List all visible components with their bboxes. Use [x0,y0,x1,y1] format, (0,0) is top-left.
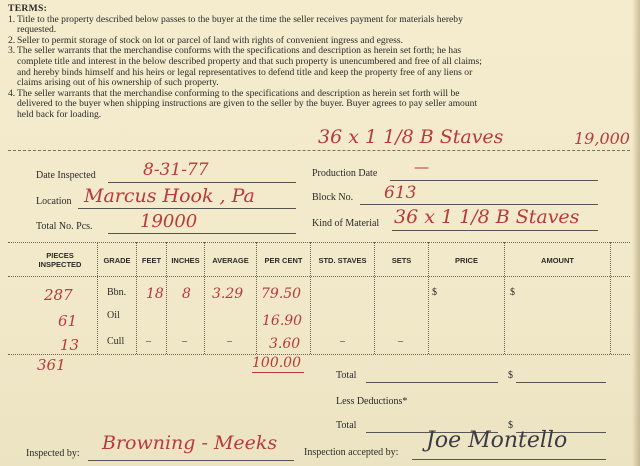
row-pieces: 287 [44,286,73,304]
header-inches: INCHES [171,256,200,265]
header-per-cent: PER CENT [264,256,303,265]
header-std-staves: STD. STAVES [318,256,367,265]
block-no-line [360,204,598,205]
production-date-line [390,180,598,181]
total2-label: Total [336,420,357,431]
accepted-by-label: Inspection accepted by: [304,447,399,458]
kind-of-material-line [392,230,598,231]
top-quantity: 19,000 [574,129,630,148]
location-value: Marcus Hook , Pa [84,185,255,207]
header-amount: AMOUNT [541,256,574,265]
production-date-value: — [414,158,429,176]
terms-item-number: 1. [8,13,16,25]
row-sets: – [398,336,403,347]
row-feet: 18 [146,286,164,302]
terms-line: Seller to permit storage of stock on lot or parcel of land with rights of convenient ingress and egress. [17,34,404,46]
inspected-by-label: Inspected by: [26,448,80,459]
total-pieces-sum: 361 [37,356,66,374]
row-percent: 3.60 [269,336,301,352]
row-average: 3.29 [212,286,244,302]
terms-item-number: 2. [8,34,16,46]
row-price: $ [432,287,437,298]
location-line [78,208,296,209]
terms-line: Title to the property described below passes to the buyer at the time the seller receives payment for materials hereby [17,13,463,25]
total-dollar: $ [508,370,513,381]
total-pieces-value: 19000 [140,211,198,232]
date-inspected-label: Date Inspected [36,170,96,181]
table-bottom-border [8,354,630,355]
inspected-by-signature: Browning - Meeks [102,432,278,454]
total2-dollar: $ [508,420,513,431]
terms-section [8,4,633,121]
terms-item-3 [8,46,633,88]
row-feet: – [146,336,151,347]
terms-line: claims arising out of his ownership of such property. [17,77,219,89]
row-inches: 8 [182,286,191,302]
total-pieces-label: Total No. Pcs. [36,221,93,232]
row-grade: Cull [107,336,125,347]
accepted-by-signature: Joe Montello [426,428,568,453]
terms-item-number: 3. [8,45,16,57]
divider-line [8,150,630,151]
block-no-label: Block No. [312,192,354,203]
terms-item-1 [8,15,633,36]
terms-line: and hereby binds himself and his heirs or legal representatives to defend title and keep the property free of any liens or [17,66,473,78]
kind-of-material-label: Kind of Material [312,218,380,229]
header-price: PRICE [455,256,478,265]
date-inspected-value: 8-31-77 [143,160,209,180]
block-no-value: 613 [384,183,417,203]
terms-line: requested. [17,24,57,36]
less-deductions-label: Less Deductions* [336,396,408,407]
row-percent: 79.50 [261,286,302,302]
header-sets: SETS [391,256,412,265]
terms-item-number: 4. [8,87,16,99]
terms-line: The seller warrants that the merchandise conforms with the specifications and description as herein set forth; he has [17,45,462,57]
top-material-description: 36 x 1 1/8 B Staves [318,126,504,148]
total-percent-sum: 100.00 [252,355,301,371]
accepted-by-line [412,459,606,460]
table-column-divider [610,242,611,354]
terms-line: held back for loading. [17,108,102,120]
terms-line: delivered to the buyer when shipping instructions are given to the seller by the buyer. Buyer agrees to pay seller amount [17,98,478,110]
total-percent-underline [252,372,304,373]
total-amount-line [516,382,606,383]
table-header-border [8,276,630,277]
header-grade: GRADE [103,256,131,265]
header-feet: FEET [141,256,162,265]
row-percent: 16.90 [262,313,303,329]
terms-item-4 [8,89,633,121]
terms-line: complete title and interest in the below described property and that such property is unencumbered and free of all claims; [17,55,482,67]
date-inspected-line [108,182,296,183]
header-average: AVERAGE [212,256,249,265]
row-average: – [227,336,232,347]
row-pieces: 61 [58,312,78,330]
inspected-by-line [88,460,294,461]
row-std-staves: – [340,336,345,347]
total-line [366,382,498,383]
header-pieces-inspected: PIECES INSPECTED [38,251,82,269]
kind-of-material-value: 36 x 1 1/8 B Staves [394,206,580,228]
row-amount: $ [510,287,515,298]
total-label: Total [336,370,357,381]
total-pieces-line [108,233,296,234]
location-label: Location [36,196,72,207]
production-date-label: Production Date [312,168,378,179]
row-grade: Oil [107,310,120,321]
terms-heading: TERMS: [8,3,48,14]
row-inches: – [182,336,187,347]
terms-line: The seller warrants that the merchandise conforming to the specifications and description as herein set forth will be [17,87,460,99]
row-pieces: 13 [60,336,80,354]
row-grade: Bbn. [107,287,127,298]
table-top-border [8,242,630,243]
